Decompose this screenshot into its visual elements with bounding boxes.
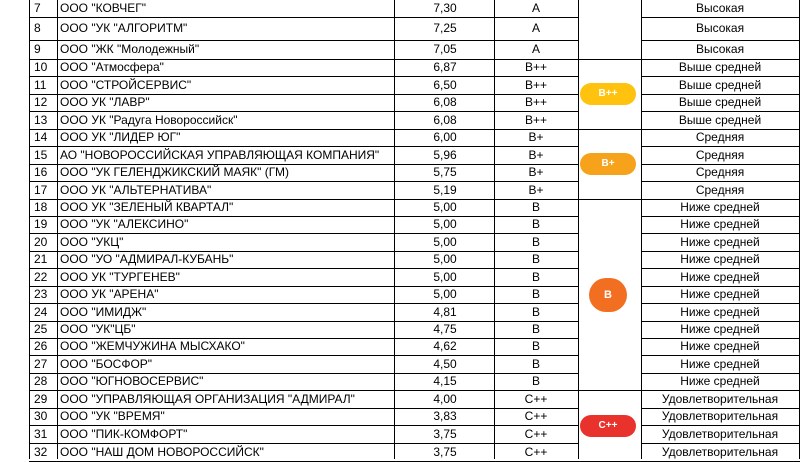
grade-value: B++: [524, 112, 548, 127]
score-value: 3,75: [433, 426, 457, 441]
level-value: Средняя: [695, 147, 745, 162]
row-number: 26: [34, 339, 48, 353]
level-value: Выше средней: [678, 77, 762, 92]
row-number: 14: [34, 130, 48, 144]
company-name: ООО УК "ЛАВР": [60, 95, 150, 109]
level-value: Ниже средней: [680, 217, 760, 231]
grade-value: B: [531, 304, 540, 319]
score-value: 6,08: [433, 112, 457, 127]
score-value: 5,00: [433, 200, 457, 214]
row-number: 30: [34, 409, 48, 423]
score-value: 3,83: [433, 409, 457, 423]
level-value: Выше средней: [678, 60, 762, 74]
company-name: ООО "УК ГЕЛЕНДЖИКСКИЙ МАЯК" (ГМ): [60, 165, 289, 179]
grade-value: B+: [528, 165, 544, 179]
level-value: Удовлетворительная: [661, 391, 779, 406]
grade-value: B+: [528, 130, 544, 144]
row-number: 13: [34, 112, 48, 127]
company-name: ООО "ИМИДЖ": [60, 304, 147, 319]
grade-value: B: [531, 269, 540, 284]
row-number: 20: [34, 234, 48, 249]
grade-value: B++: [524, 95, 548, 109]
grade-value: C++: [524, 409, 548, 423]
grade-value: A: [531, 0, 540, 15]
grade-value: B: [531, 339, 540, 353]
company-name: ООО УК "АЛЬТЕРНАТИВА": [60, 182, 212, 197]
company-name: ООО "УКЦ": [60, 234, 124, 249]
score-value: 5,96: [433, 147, 457, 162]
score-value: 4,50: [433, 356, 457, 371]
company-name: ООО "КОВЧЕГ": [60, 0, 147, 15]
company-name: ООО УК "ЛИДЕР ЮГ": [60, 130, 181, 144]
score-value: 6,08: [433, 95, 457, 109]
row-number: 8: [34, 21, 41, 35]
left-border: [29, 0, 30, 459]
grade-value: B: [531, 234, 540, 249]
grade-value: B: [531, 200, 540, 214]
row-number: 16: [34, 165, 48, 179]
grade-value: B: [531, 374, 540, 388]
score-value: 5,00: [433, 269, 457, 284]
score-value: 4,15: [433, 374, 457, 388]
grade-value: A: [531, 42, 540, 56]
level-value: Средняя: [695, 130, 745, 144]
level-value: Ниже средней: [680, 287, 760, 301]
grade-value: A: [531, 21, 540, 35]
company-name: ООО УК "ТУРГЕНЕВ": [60, 269, 180, 284]
company-name: ООО "Атмосфера": [60, 60, 164, 74]
row-divider: [29, 17, 578, 18]
score-value: 5,00: [433, 252, 457, 266]
grade-badge-b: B: [589, 278, 627, 312]
score-value: 5,00: [433, 287, 457, 301]
level-value: Ниже средней: [680, 234, 760, 249]
score-value: 4,00: [433, 391, 457, 406]
level-value: Средняя: [695, 182, 745, 197]
row-number: 18: [34, 200, 48, 214]
level-value: Ниже средней: [680, 252, 760, 266]
row-number: 32: [34, 444, 48, 459]
row-number: 19: [34, 217, 48, 231]
score-value: 5,00: [433, 234, 457, 249]
score-value: 4,62: [433, 339, 457, 353]
level-value: Ниже средней: [680, 356, 760, 371]
score-value: 7,30: [433, 0, 457, 15]
group-divider: [578, 199, 641, 200]
score-value: 5,75: [433, 165, 457, 179]
grade-value: B: [531, 217, 540, 231]
row-number: 22: [34, 269, 48, 284]
grade-value: C++: [524, 426, 548, 441]
level-value: Удовлетворительная: [661, 409, 779, 423]
row-number: 17: [34, 182, 48, 197]
company-name: ООО "СТРОЙСЕРВИС": [60, 77, 192, 92]
group-divider: [578, 390, 641, 391]
company-name: ООО "УК "АЛЕКСИНО": [60, 217, 189, 231]
grade-value: B: [531, 356, 540, 371]
company-name: ООО "УК"ЦБ": [60, 322, 136, 336]
level-value: Выше средней: [678, 112, 762, 127]
score-value: 6,00: [433, 130, 457, 144]
level-value: Высокая: [695, 21, 745, 35]
company-name: ООО "НАШ ДОМ НОВОРОССИЙСК": [60, 444, 264, 459]
level-value: Ниже средней: [680, 200, 760, 214]
row-number: 9: [34, 42, 41, 56]
company-name: ООО УК "Радуга Новороссийск": [60, 112, 238, 127]
level-value: Высокая: [695, 42, 745, 56]
row-number: 7: [34, 0, 41, 15]
level-value: Ниже средней: [680, 339, 760, 353]
level-value: Удовлетворительная: [661, 426, 779, 441]
group-divider: [578, 59, 641, 60]
grade-value: B++: [524, 77, 548, 92]
level-value: Ниже средней: [680, 269, 760, 284]
grade-value: B: [531, 322, 540, 336]
grade-value: B: [531, 252, 540, 266]
company-name: ООО "УПРАВЛЯЮЩАЯ ОРГАНИЗАЦИЯ "АДМИРАЛ": [60, 391, 355, 406]
grade-value: C++: [524, 391, 548, 406]
company-name: АО "НОВОРОССИЙСКАЯ УПРАВЛЯЮЩАЯ КОМПАНИЯ": [60, 147, 380, 162]
score-value: 5,00: [433, 217, 457, 231]
badge-divider: [641, 0, 642, 459]
company-name: ООО "УО "АДМИРАЛ-КУБАНЬ": [60, 252, 234, 266]
company-name: ООО "УК "ВРЕМЯ": [60, 409, 165, 423]
row-divider: [641, 17, 800, 18]
company-name: ООО "ЮГНОВОСЕРВИС": [60, 374, 204, 388]
score-value: 4,75: [433, 322, 457, 336]
group-divider: [578, 129, 641, 130]
name-divider: [394, 0, 395, 459]
row-number: 11: [34, 77, 47, 92]
row-number: 24: [34, 304, 48, 319]
row-number: 10: [34, 60, 48, 74]
score-value: 7,05: [433, 42, 457, 56]
num-divider: [57, 0, 58, 459]
level-value: Ниже средней: [680, 304, 760, 319]
level-value: Удовлетворительная: [661, 444, 779, 459]
grade-value: B+: [528, 182, 544, 197]
company-name: ООО "УК "АЛГОРИТМ": [60, 21, 188, 35]
company-name: ООО "ЖЕМЧУЖИНА МЫСХАКО": [60, 339, 245, 353]
level-value: Выше средней: [678, 95, 762, 109]
grade-value: B++: [524, 60, 548, 74]
score-value: 7,25: [433, 21, 457, 35]
row-number: 15: [34, 147, 48, 162]
row-number: 25: [34, 322, 48, 336]
level-value: Средняя: [695, 165, 745, 179]
score-value: 6,50: [433, 77, 457, 92]
grade-value: C++: [524, 444, 548, 459]
score-value: 4,81: [433, 304, 457, 319]
row-number: 28: [34, 374, 48, 388]
row-number: 31: [34, 426, 48, 441]
company-name: ООО "БОСФОР": [60, 356, 153, 371]
score-value: 6,87: [433, 60, 457, 74]
company-name: ООО "ПИК-КОМФОРТ": [60, 426, 188, 441]
score-value: 5,19: [433, 182, 457, 197]
row-number: 23: [34, 287, 48, 301]
grade-badge-bpp: B++: [580, 83, 636, 105]
row-number: 21: [34, 252, 48, 266]
row-number: 27: [34, 356, 48, 371]
company-name: ООО УК "АРЕНА": [60, 287, 159, 301]
grade-divider: [578, 0, 579, 459]
grade-badge-bp: B+: [580, 153, 636, 175]
company-name: ООО "ЖК "Молодежный": [60, 42, 200, 56]
row-number: 29: [34, 391, 48, 406]
level-value: Ниже средней: [680, 322, 760, 336]
company-name: ООО УК "ЗЕЛЕНЫЙ КВАРТАЛ": [60, 200, 234, 214]
grade-value: B+: [528, 147, 544, 162]
grade-badge-cpp: C++: [580, 415, 636, 437]
level-value: Ниже средней: [680, 374, 760, 388]
grade-value: B: [531, 287, 540, 301]
level-value: Высокая: [695, 0, 745, 15]
score-value: 3,75: [433, 444, 457, 459]
row-number: 12: [34, 95, 48, 109]
score-divider: [494, 0, 495, 459]
